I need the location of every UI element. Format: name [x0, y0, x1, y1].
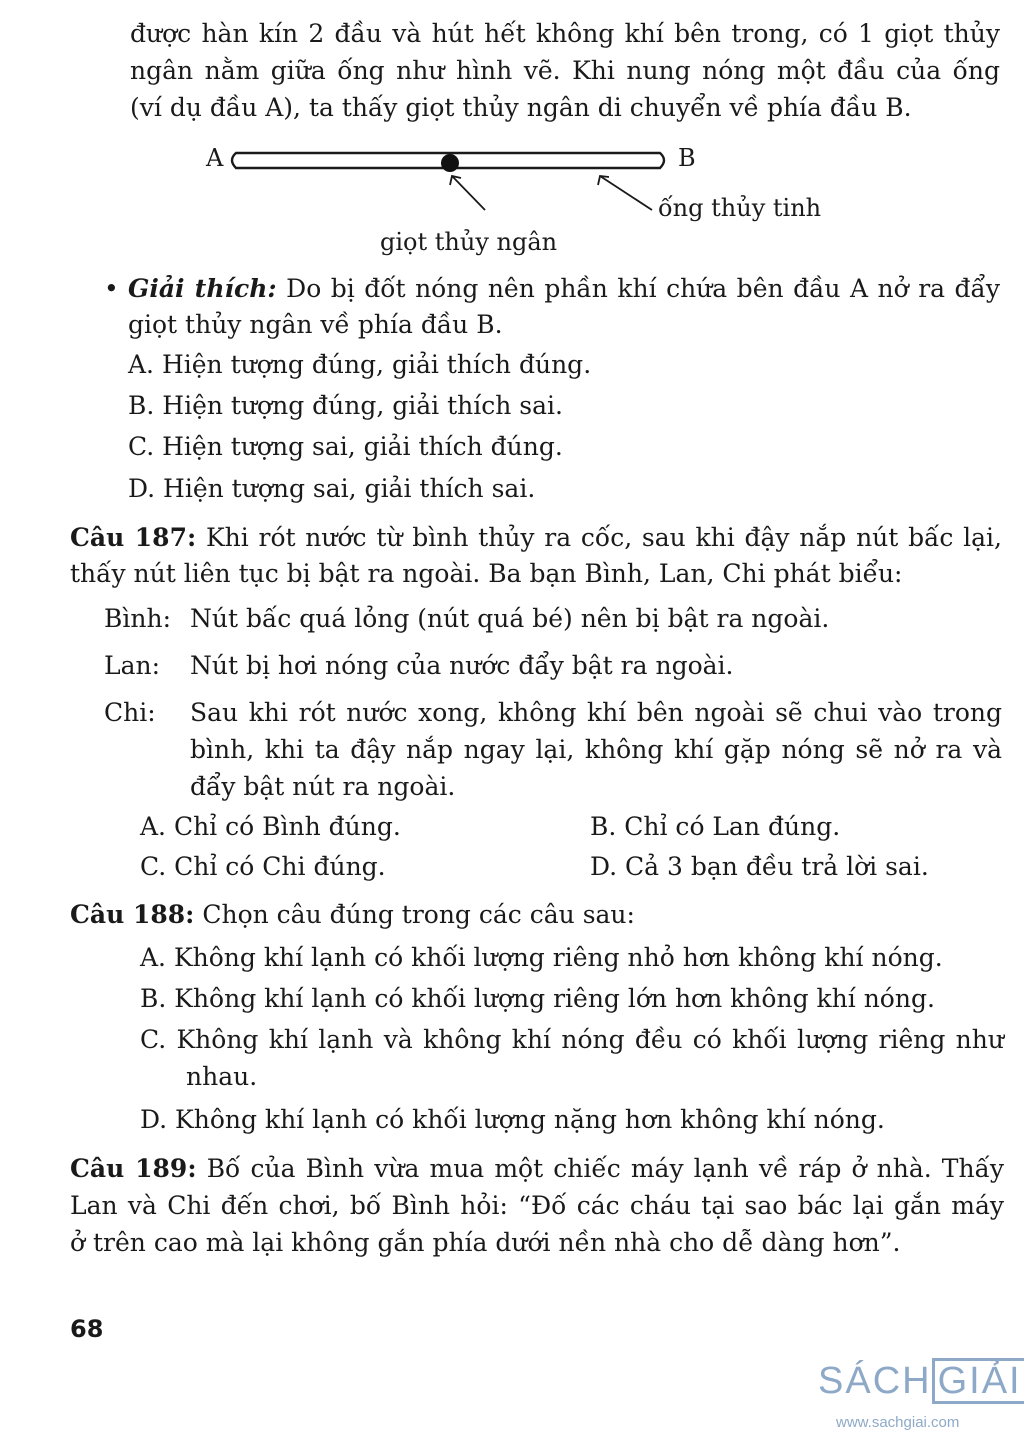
q186-option-d: D. Hiện tượng sai, giải thích sai. — [128, 474, 536, 503]
explain-bullet: • — [104, 274, 119, 303]
q187-option-a: A. Chỉ có Bình đúng. — [140, 812, 401, 841]
q187-lan-text: Nút bị hơi nóng của nước đẩy bật ra ngoài. — [190, 651, 734, 680]
q187-binh-text: Nút bấc quá lỏng (nút quá bé) nên bị bật ra ngoài. — [190, 604, 830, 633]
q188-option-c-line-1: C. Không khí lạnh và không khí nóng đều có khối lượng riêng như — [140, 1025, 1004, 1054]
explain-line-2: giọt thủy ngân về phía đầu B. — [128, 310, 503, 339]
q189-text-1: Bố của Bình vừa mua một chiếc máy lạnh về ráp ở nhà. Thấy — [206, 1154, 1005, 1183]
page-number: 68 — [70, 1315, 104, 1343]
q189-line-3: ở trên cao mà lại không gắn phía dưới nền nhà cho dễ dàng hơn”. — [70, 1228, 901, 1257]
explain-title: Giải thích: — [128, 274, 277, 303]
watermark-text: SÁCH GIẢI — [818, 1358, 1024, 1404]
q187-chi-name: Chi: — [104, 698, 156, 727]
q187-binh-name: Bình: — [104, 604, 171, 633]
label-end-b: B — [678, 144, 696, 172]
q187-chi-line-1: Sau khi rót nước xong, không khí bên ngoài sẽ chui vào trong — [190, 698, 1002, 727]
q187-option-b: B. Chỉ có Lan đúng. — [590, 812, 841, 841]
q187-chi-line-3: đẩy bật nút ra ngoài. — [190, 772, 456, 801]
q189-label: Câu 189: — [70, 1154, 197, 1183]
watermark-logo — [818, 1358, 1024, 1448]
mercury-drop — [441, 154, 459, 172]
q188-option-b: B. Không khí lạnh có khối lượng riêng lớn hơn không khí nóng. — [140, 984, 935, 1013]
q187-line-1 — [70, 522, 1002, 554]
q189-line-1 — [70, 1153, 1004, 1185]
q188-stem — [70, 899, 635, 931]
q188-option-c-line-2: nhau. — [186, 1062, 258, 1091]
q187-lan-name: Lan: — [104, 651, 161, 680]
q186-option-b: B. Hiện tượng đúng, giải thích sai. — [128, 391, 563, 420]
q186-option-a: A. Hiện tượng đúng, giải thích đúng. — [128, 350, 592, 379]
q188-option-d: D. Không khí lạnh có khối lượng nặng hơn không khí nóng. — [140, 1105, 885, 1134]
watermark-box: GIẢI — [932, 1358, 1024, 1404]
drop-arrow — [452, 176, 485, 210]
intro-line-2: ngân nằm giữa ống như hình vẽ. Khi nung nóng một đầu của ống — [130, 56, 1000, 85]
q189-line-2: Lan và Chi đến chơi, bố Bình hỏi: “Đố các cháu tại sao bác lại gắn máy — [70, 1191, 1004, 1220]
q187-line-2: thấy nút liên tục bị bật ra ngoài. Ba bạn Bình, Lan, Chi phát biểu: — [70, 559, 903, 588]
q187-option-c: C. Chỉ có Chi đúng. — [140, 852, 386, 881]
tube-arrow — [600, 176, 652, 210]
q187-option-d: D. Cả 3 bạn đều trả lời sai. — [590, 852, 929, 881]
mercury-tube-diagram — [200, 138, 840, 256]
q187-text-1: Khi rót nước từ bình thủy ra cốc, sau khi đậy nắp nút bấc lại, — [205, 523, 1002, 552]
q187-label: Câu 187: — [70, 523, 197, 552]
label-glass-tube: ống thủy tinh — [658, 194, 822, 222]
q188-option-a: A. Không khí lạnh có khối lượng riêng nhỏ hơn không khí nóng. — [140, 943, 943, 972]
q186-option-c: C. Hiện tượng sai, giải thích đúng. — [128, 432, 563, 461]
label-end-a: A — [206, 144, 224, 172]
label-mercury-drop: giọt thủy ngân — [380, 228, 558, 256]
intro-line-1: được hàn kín 2 đầu và hút hết không khí bên trong, có 1 giọt thủy — [130, 19, 1000, 48]
watermark-url: www.sachgiai.com — [836, 1414, 960, 1431]
explain-text-1: Do bị đốt nóng nên phần khí chứa bên đầu A nở ra đẩy — [286, 274, 1000, 303]
q187-chi-line-2: bình, khi ta đậy nắp ngay lại, không khí gặp nóng sẽ nở ra và — [190, 735, 1002, 764]
q188-text: Chọn câu đúng trong các câu sau: — [202, 900, 635, 929]
explain-line-1 — [128, 273, 1000, 305]
intro-line-3: (ví dụ đầu A), ta thấy giọt thủy ngân di chuyển về phía đầu B. — [130, 93, 912, 122]
q188-label: Câu 188: — [70, 900, 195, 929]
